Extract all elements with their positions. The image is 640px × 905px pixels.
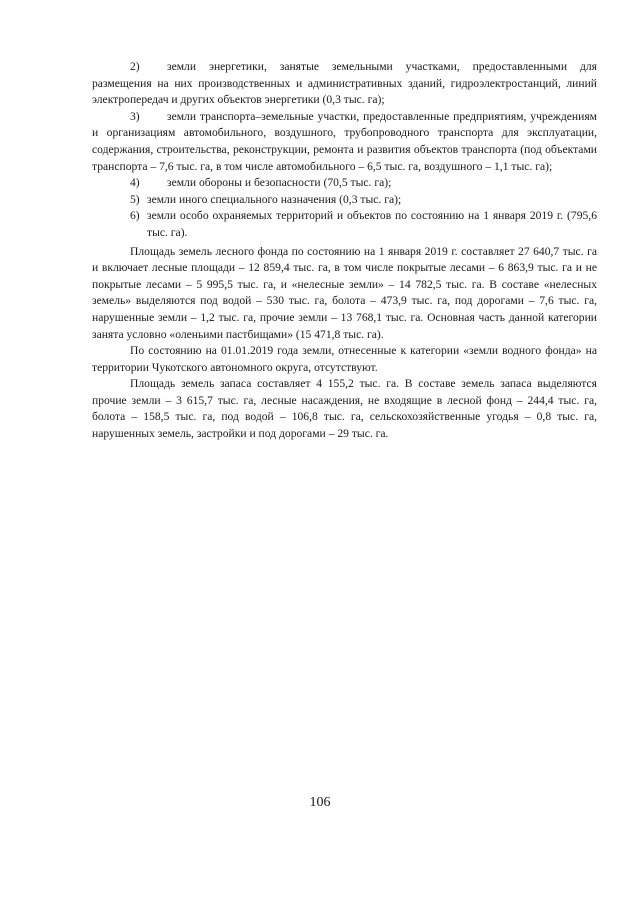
list-item-text: земли иного специального назначения (0,3 тыс. га); [147,192,402,206]
document-body [92,59,597,443]
list-item-text: земли транспорта–земельные участки, предоставленные предприятиям, учреждениям и организациям автомобильного, воздушного, трубопроводного транспорта для эксплуатации, содержания, строительства, реконструкции, ремонта и развития объектов транспорта (под объектами транспорта – 7,6 тыс. га, в том числе автомобильного – 6,5 тыс. га, воздушного – 1,1 тыс. га); [92,109,597,173]
list-item-text: земли особо охраняемых территорий и объектов по состоянию на 1 января 2019 г. (795,6 тыс. га). [147,209,597,239]
list-item-number: 4) [130,176,140,190]
paragraph-forest-fund: Площадь земель лесного фонда по состоянию на 1 января 2019 г. составляет 27 640,7 тыс. га и включает лесные площади – 12 859,4 тыс. га, в том числе покрытые лесами – 6 863,9 тыс. га и не покрытые лесами – 5 995,5 тыс. га, и «нелесные земли» – 14 782,5 тыс. га. В составе «нелесных земель» выделяются под водой – 530 тыс. га, болота – 473,9 тыс. га, под дорогами – 7,6 тыс. га, нарушенные земли – 1,2 тыс. га, прочие земли – 13 768,1 тыс. га. Основная часть данной категории занята условно «оленьими пастбищами» (15 471,8 тыс. га). [92,244,597,341]
list-item-text: земли энергетики, занятые земельными участками, предоставленными для размещения на них производственных и административных зданий, гидроэлектростанций, линий электропередач и других объектов энергетики (0,3 тыс. га); [92,60,597,107]
paragraph-water-fund: По состоянию на 01.01.2019 года земли, отнесенные к категории «земли водного фонда» на территории Чукотского автономного округа, отсутствуют. [92,344,597,374]
list-item-number: 5) [130,192,140,206]
page-number: 106 [309,795,331,810]
list-item [92,175,597,192]
paragraph-reserve-lands: Площадь земель запаса составляет 4 155,2 тыс. га. В составе земель запаса выделяются прочие земли – 3 615,7 тыс. га, лесные насаждения, не входящие в лесной фонд – 244,4 тыс. га, болота – 158,5 тыс. га, под водой – 106,8 тыс. га, сельскохозяйственные угодья – 0,8 тыс. га, нарушенных земель, застройки и под дорогами – 29 тыс. га. [92,377,597,441]
list-item-text: земли обороны и безопасности (70,5 тыс. га); [167,176,392,190]
list-item [92,109,597,175]
list-item [92,208,597,241]
list-item-number: 6) [130,209,140,223]
list-item-number: 3) [130,109,140,123]
list-item-number: 2) [130,60,140,73]
list-item [92,59,597,109]
list-item [92,192,597,209]
